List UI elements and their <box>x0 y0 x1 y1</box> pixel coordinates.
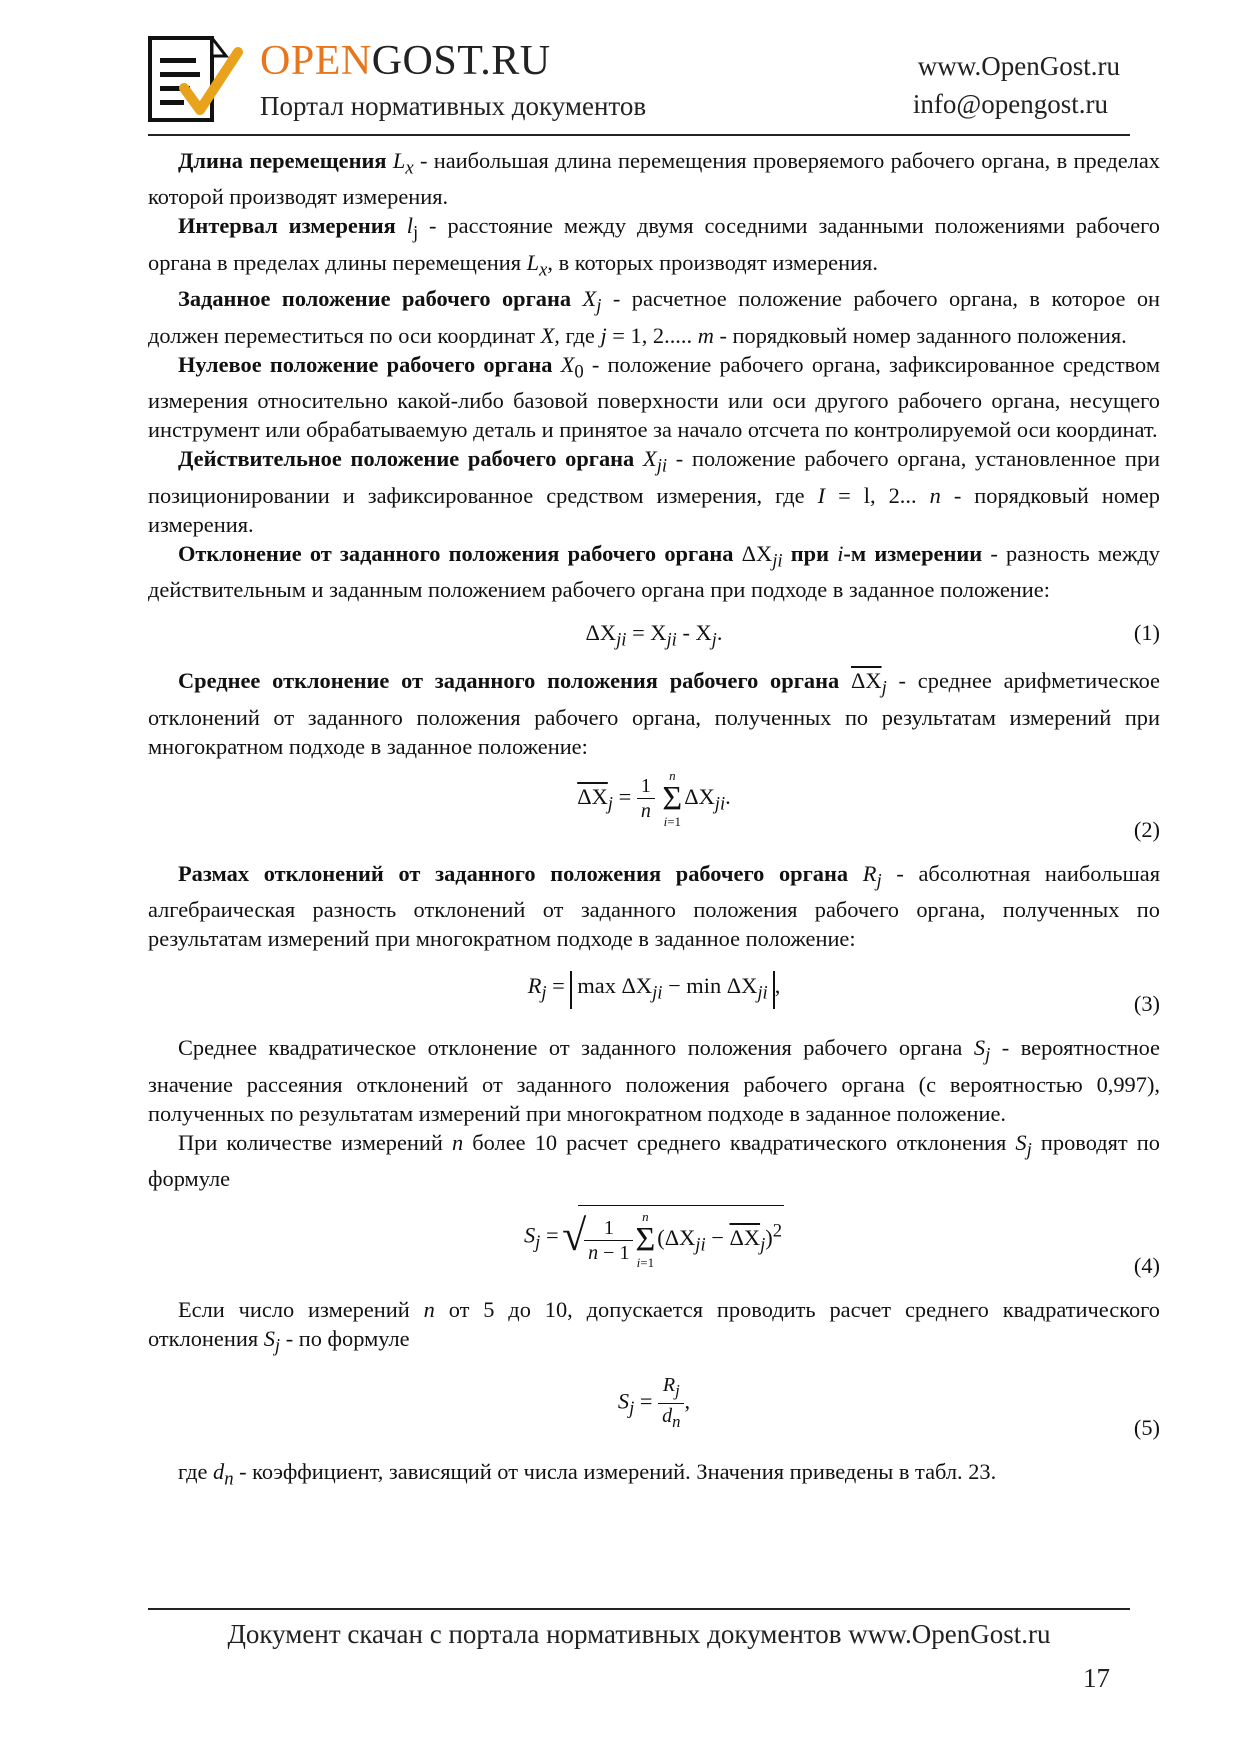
paragraph-coefficient-note: где $d_n$ - коэффициент, зависящий от числа измерений. Значения приведены в табл. 23. <box>178 1458 997 1490</box>
definition-measuring-interval: Интервал измерения $l_j$ - расстояние между двумя соседними заданными положениями рабочего органа в пределах длины перемещения $L_x$, в которых производят измерения. <box>148 213 1160 281</box>
document-check-icon <box>148 36 243 124</box>
formula-4-row <box>148 1193 1160 1293</box>
formula-5: $S_j$ = $\frac{R_j}{d_n}$ , <box>617 1373 691 1431</box>
formula-2: $\overline{\Delta X}_j$ = $\frac{1}{n}$ n Σ $i=1\Delta X_{ji}$. <box>577 767 731 829</box>
formula-1: $\Delta X_{ji} = X_{ji} - X_j$. <box>585 620 723 651</box>
paragraph-5-to-10: Если число измерений n от 5 до 10, допускается проводить расчет среднего квадратического отклонения $S_j$ - по формуле <box>148 1297 1160 1357</box>
header-divider <box>148 134 1130 136</box>
formula-2-row <box>148 761 1160 853</box>
site-url-link[interactable]: www.OpenGost.ru <box>917 51 1120 81</box>
definition-standard-deviation: Среднее квадратическое отклонение от заданного положения рабочего органа $S_j$ - вероятностное значение рассеяния отклонений от заданного положения рабочего органа (с вероятностью 0,997), полученных по результатам измерений при многократном подходе в заданное положение. <box>148 1035 1160 1126</box>
formula-2-number: (2) <box>1133 816 1160 842</box>
definition-deviation: Отклонение от заданного положения рабочего органа $\Delta X_{ji}$ при i-м измерении - разность между действительным и заданным положением рабочего органа при подходе в заданное положение: <box>148 540 1161 603</box>
definition-deviation-range: Размах отклонений от заданного положения рабочего органа $R_j$ - абсолютная наибольшая алгебраическая разность отклонений от заданного положения рабочего органа, полученных по результатам измерений при многократном подходе в заданное положение: <box>148 860 1160 952</box>
definition-target-position: Заданное положение рабочего органа $X_j$ - расчетное положение рабочего органа, в которое он должен переместиться по оси координат X, где j = 1, 2..... m - порядковый номер заданного положения. <box>148 286 1160 348</box>
definition-actual-position: Действительное положение рабочего органа $X_{ji}$ - положение рабочего органа, установленное при позиционировании и зафиксированное средством измерения, где I = l, 2... n - порядковый номер измерения. <box>148 446 1161 537</box>
page-number: 17 <box>1083 1663 1110 1693</box>
formula-3-row <box>148 953 1160 1029</box>
formula-5-row <box>148 1361 1160 1453</box>
site-email-link[interactable]: info@opengost.ru <box>912 89 1108 119</box>
formula-1-number: (1) <box>1133 620 1160 646</box>
definition-travel-length: Длина перемещения $L_x$ - наибольшая длина перемещения проверяемого рабочего органа, в пределах которой производят измерения. <box>148 148 1160 210</box>
footer-divider <box>148 1608 1130 1610</box>
formula-4-number: (4) <box>1133 1253 1160 1279</box>
portal-subtitle: Портал нормативных документов <box>260 91 647 121</box>
document-body <box>148 146 1160 1493</box>
formula-3: $R_j = \max \Delta X_{ji} - \min \Delta X_{ji}$ , <box>148 971 1160 1008</box>
definition-mean-deviation: Среднее отклонение от заданного положения рабочего органа $\overline{\Delta X}_j$ - среднее арифметическое отклонений от заданного положения рабочего органа, полученных по результатам измерений при многократном подходе в заданное положение: <box>148 668 1160 759</box>
site-logo-text: OPENGOST.RU <box>260 38 551 84</box>
page-header <box>148 36 1130 136</box>
formula-1-row <box>148 604 1160 660</box>
paragraph-more-than-10: При количестве измерений n более 10 расчет среднего квадратического отклонения $S_j$ проводят по формуле <box>148 1129 1160 1192</box>
formula-5-number: (5) <box>1133 1414 1160 1440</box>
formula-3-number: (3) <box>1133 991 1160 1017</box>
formula-4: $S_j$ = √ $\frac{1}{n - 1}$ n Σ $i=1(\Delta X_{ji} - \overline{\Delta X}_j)^2$ <box>148 1205 1160 1270</box>
footer-download-note: Документ скачан с портала нормативных документов www.OpenGost.ru <box>227 1619 1051 1649</box>
definition-zero-position: Нулевое положение рабочего органа $X_0$ - положение рабочего органа, зафиксированное средством измерения относительно какой-либо базовой поверхности или оси другого рабочего органа, несущего инструмент или обрабатываемую деталь и принятое за начало отсчета по контролируемой оси координат. <box>148 351 1160 443</box>
